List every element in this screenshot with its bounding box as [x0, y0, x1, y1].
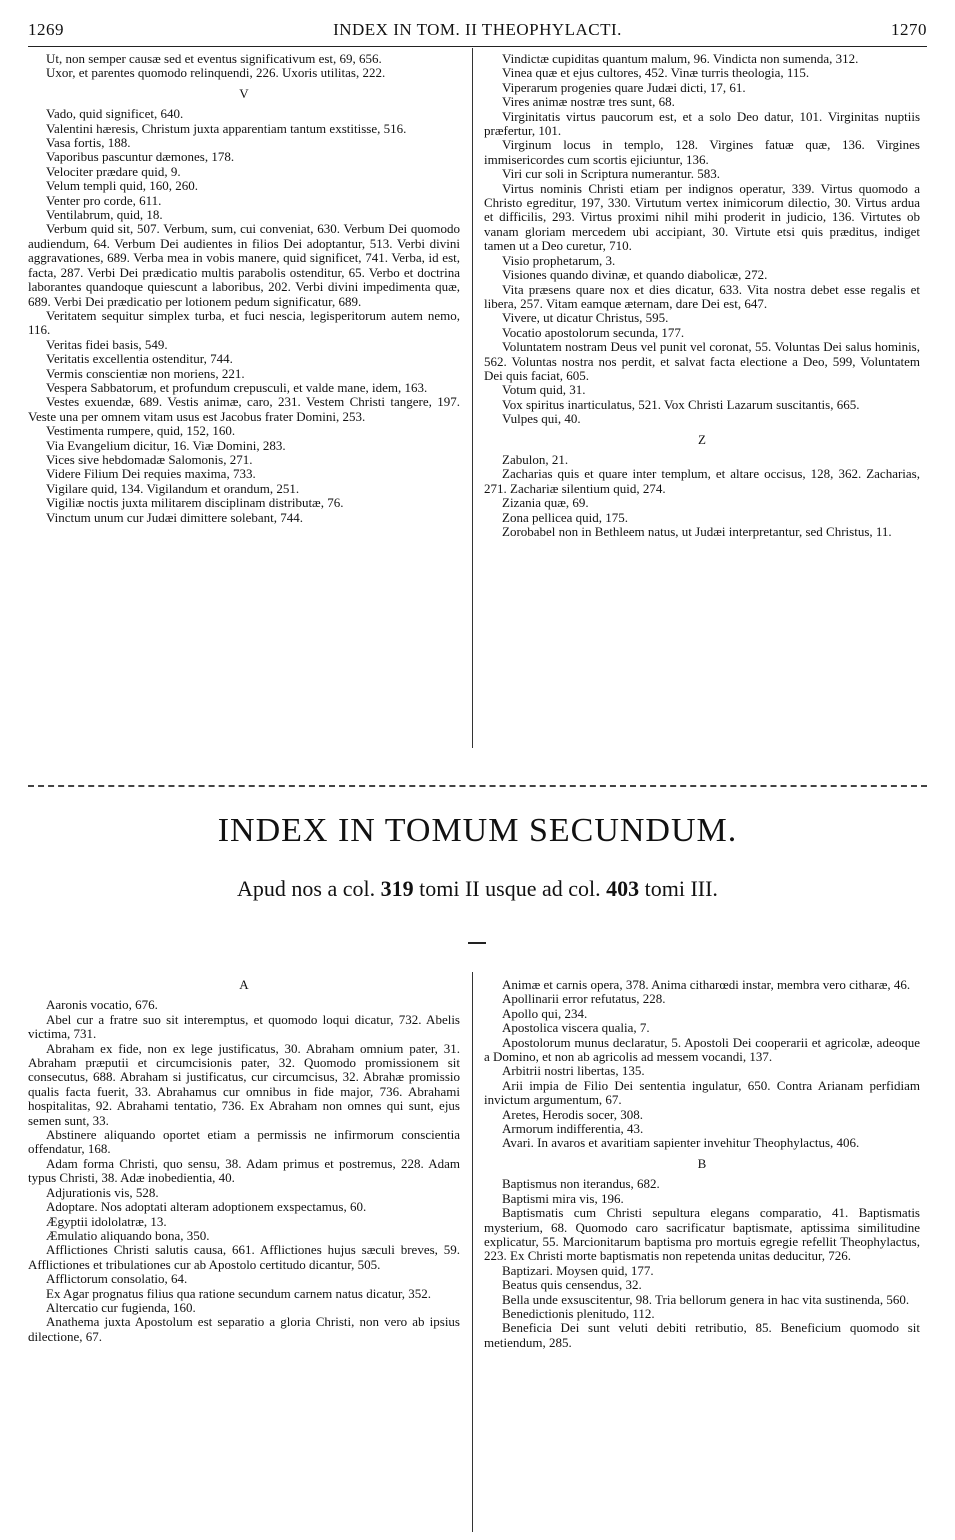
index-entry: Valentini hæresis, Christum juxta apparentiam tantum exstitisse, 516.: [46, 120, 407, 136]
index-entry: Vinctum unum cur Judæi dimittere solebant, 744.: [46, 509, 304, 525]
index-entry: Velum templi quid, 160, 260.: [46, 178, 199, 194]
index-entry: Voluntatem nostram Deus vel punit vel coronat, 55. Voluntas Dei salus hominis, 562. Voluntas nostra nos perdit, et salvat facta electione a Deo, 599, Voluntatem Dei quis faciat, 605.: [484, 339, 920, 383]
section-letter-b: B: [697, 1155, 707, 1171]
column-divider-top: [472, 48, 473, 748]
index-entry: Vulpes qui, 40.: [502, 411, 581, 427]
index-entry: Adjurationis vis, 528.: [46, 1184, 159, 1200]
header-rule: [28, 46, 927, 47]
index-subtitle: [0, 876, 955, 902]
index-entry: Venter pro corde, 611.: [46, 192, 162, 208]
index-column-top-right: [484, 52, 920, 539]
running-title: INDEX IN TOM. II THEOPHYLACTI.: [333, 20, 622, 39]
index-entry: Adam forma Christi, quo sensu, 38. Adam primus et postremus, 228. Adam typus Christi, 38. Adæ inobedientia, 40.: [28, 1155, 460, 1186]
subtitle-col-end: 403: [606, 876, 640, 901]
index-entry: Beneficia Dei sunt veluti debiti retributio, 85. Beneficium quomodo sit metiendum, 285.: [484, 1320, 920, 1350]
index-entry: Zona pellicea quid, 175.: [502, 509, 628, 525]
index-entry: Aaronis vocatio, 676.: [46, 997, 158, 1013]
index-entry: Via Evangelium dicitur, 16. Viæ Domini, 283.: [46, 437, 286, 453]
page-number-left: 1269: [28, 20, 64, 39]
index-column-top-left: [28, 52, 460, 525]
section-letter-z: Z: [698, 431, 706, 447]
index-entry: Virginum locus in templo, 128. Virgines fatuæ quæ, 136. Virgines immisericordes cum scortis ejiciuntur, 136.: [484, 137, 920, 167]
subtitle-text: tomi II usque ad col.: [419, 876, 601, 901]
index-entry: Veritas fidei basis, 549.: [46, 336, 168, 352]
index-entry: Arii impia de Filio Dei sententia ingulatur, 650. Contra Arianam perfidiam invictum argumentum, 67.: [484, 1077, 920, 1108]
index-entry: Afflictorum consolatio, 64.: [46, 1271, 188, 1287]
index-entry: Apostolorum munus declaratur, 5. Apostoli Dei cooperarii et agricolæ, adeoque a Domino, et non ab agricolis ad messem vocandi, 137.: [484, 1034, 920, 1065]
column-divider-bottom: [472, 972, 473, 1532]
index-entry: Vestes exuendæ, 689. Vestis animæ, caro, 231. Vestem Christi tangere, 197. Veste una per omnem vitam usus est Jacobus frater Domini, 253.: [28, 394, 460, 424]
index-entry: Beatus quis censendus, 32.: [502, 1277, 642, 1293]
index-entry: Visiones quando divinæ, et quando diabolicæ, 272.: [502, 267, 768, 283]
index-entry: Vestimenta rumpere, quid, 152, 160.: [46, 423, 236, 439]
index-entry: Afflictiones Christi salutis causa, 661. Afflictiones hujus sæculi breves, 59. Afflictiones et tribulationes cur ab Apostolo certitudo dicantur, 505.: [28, 1242, 460, 1272]
index-entry: Abraham ex fide, non ex lege justificatus, 30. Abraham omnium pater, 31. Abraham præputii et circumcisionis pater, 32. Quomodo promissionem sit consecutus, 688. Abraham si justificatus, cur circumcisus, 32. Abrahæ promissio qualis facta fuerit, 33. Abrahamus cur omnibus in fide major, 736. Abrahami hospitalitas, 92. Abrahami tentatio, 736. Ex Abraham non omnes qui sunt, ejus semen sunt, 33.: [28, 1040, 460, 1128]
index-entry: Viri cur soli in Scriptura numerantur. 583.: [502, 166, 721, 182]
index-entry: Vox spiritus inarticulatus, 521. Vox Christi Lazarum suscitantis, 665.: [502, 396, 860, 412]
index-entry: Votum quid, 31.: [502, 382, 586, 398]
index-entry: Zizania quæ, 69.: [502, 495, 589, 511]
index-entry: Viperarum progenies quare Judæi dicti, 17, 61.: [502, 79, 746, 95]
subtitle-col-start: 319: [380, 876, 414, 901]
index-entry: Apostolica viscera qualia, 7.: [502, 1020, 650, 1036]
index-entry: Armorum indifferentia, 43.: [502, 1121, 644, 1137]
index-entry: Verbum quid sit, 507. Verbum, sum, cui conveniat, 630. Verbum Dei quomodo audiendum, 64. Verbum Dei audientes in filios Dei adoptantur, 513. Verbi divini aggravationes, 689. Verba mea in vobis manere, quid significet, 741. Verba, id est, facta, 287. Verbi Dei prædicatio multis parabolis ostenditur, 65. Verbo et doctrina laborantes quandoque quiescunt a laboribus, 202. Verbi divini impedimenta quæ, 689. Verbi Dei prædicatio per lotionem pedum significatur, 689.: [28, 221, 460, 309]
running-header: [28, 20, 927, 46]
index-column-bottom-right: [484, 978, 920, 1350]
index-entry: Bella unde exsuscitentur, 98. Tria bellorum genera in hac vita sustinenda, 560.: [502, 1291, 910, 1307]
index-entry: Baptismatis cum Christi sepultura elegans comparatio, 41. Baptismatis mysterium, 68. Quomodo caro sacrificatur baptismate, aptissima similitudine explicatur, 55. Marcionitarum baptisma pro mortuis egregie refellit Theophylactus, 223. Ex Christi morte baptismatis non repetenda unitas deducitur, 726.: [484, 1205, 920, 1264]
index-entry: Vocatio apostolorum secunda, 177.: [502, 324, 685, 340]
index-entry: Zorobabel non in Bethleem natus, ut Judæi interpretantur, sed Christus, 11.: [502, 524, 892, 539]
index-title: INDEX IN TOMUM SECUNDUM.: [217, 812, 738, 849]
section-separator: [28, 785, 927, 787]
index-entry: Abstinere aliquando oportet etiam a permissis ne infirmorum conscientia offendatur, 168.: [28, 1127, 460, 1157]
index-entry: Altercatio cur fugienda, 160.: [46, 1299, 196, 1315]
index-entry: Vigiliæ noctis juxta militarem disciplinam distributæ, 76.: [46, 495, 344, 511]
index-entry: Baptizari. Moysen quid, 177.: [502, 1262, 654, 1278]
index-entry: Virginitatis virtus paucorum est, et a solo Deo datur, 101. Virginitas nuptiis præfertur, 101.: [484, 108, 920, 139]
index-entry: Vermis conscientiæ non moriens, 221.: [46, 365, 245, 381]
index-entry: Baptismus non iterandus, 682.: [502, 1176, 660, 1192]
index-entry: Animæ et carnis opera, 378. Anima citharœdi instar, membra vero citharæ, 46.: [502, 977, 911, 992]
index-entry: Vado, quid significet, 640.: [46, 106, 184, 122]
index-entry: Anathema juxta Apostolum est separatio a gloria Christi, non vero ab ipsius dilectione, 67.: [28, 1314, 460, 1344]
index-entry: Ex Agar prognatus filius qua ratione secundum carnem natus dicatur, 352.: [46, 1285, 432, 1301]
index-entry: Ægyptii idololatræ, 13.: [46, 1213, 167, 1229]
index-entry: Vespera Sabbatorum, et profundum crepusculi, et valde mane, idem, 163.: [46, 379, 428, 395]
index-entry: Vires animæ nostræ tres sunt, 68.: [502, 94, 675, 110]
index-entry: Ventilabrum, quid, 18.: [46, 207, 163, 223]
index-entry: Vindictæ cupiditas quantum malum, 96. Vindicta non sumenda, 312.: [502, 51, 859, 66]
index-entry: Vaporibus pascuntur dæmones, 178.: [46, 149, 235, 165]
title-dash: [468, 942, 486, 944]
index-entry: Veritatis excellentia ostenditur, 744.: [46, 351, 233, 367]
index-entry: Apollo qui, 234.: [502, 1005, 588, 1021]
index-entry: Vasa fortis, 188.: [46, 135, 131, 151]
index-entry: Baptismi mira vis, 196.: [502, 1190, 624, 1206]
index-entry: Zabulon, 21.: [502, 451, 569, 467]
index-entry: Abel cur a fratre suo sit interemptus, et quomodo loqui dicatur, 732. Abelis victima, 731.: [28, 1011, 460, 1042]
index-entry: Videre Filium Dei requies maxima, 733.: [46, 466, 256, 482]
index-entry: Vigilare quid, 134. Vigilandum et orandum, 251.: [46, 480, 300, 496]
index-entry: Arbitrii nostri libertas, 135.: [502, 1063, 645, 1079]
subtitle-text: tomi III.: [644, 876, 718, 901]
index-entry: Virtus nominis Christi etiam per indignos operatur, 339. Virtus quomodo a Christo egreditur, 197, 330. Virtutum vertex inimicorum dilectio, 30. Virtus ardua et difficilis, 293. Virtus proximi nihil mihi proderit in judicio, 136. Virtutes ob vanam gloriam mercedem ubi accipiant, 30. Virtute etsi quis præditus, indiget tamen ut a Deo curetur, 710.: [484, 180, 920, 254]
index-entry: Vita præsens quare nox et dies dicatur, 633. Vita nostra debet esse regalis et libera, 257. Vitam eamque æternam, dare Dei est, 647.: [484, 281, 920, 311]
subtitle-text: Apud nos a col.: [237, 876, 376, 901]
index-entry: Benedictionis plenitudo, 112.: [502, 1305, 655, 1321]
index-entry: Adoptare. Nos adoptati alteram adoptionem exspectamus, 60.: [46, 1199, 367, 1215]
page-number-right: 1270: [891, 20, 927, 39]
index-entry: Vices sive hebdomadæ Salomonis, 271.: [46, 451, 253, 467]
index-entry: Uxor, et parentes quomodo relinquendi, 226. Uxoris utilitas, 222.: [46, 65, 386, 81]
section-letter-v: V: [239, 85, 249, 101]
index-entry: Ut, non semper causæ sed et eventus significativum est, 69, 656.: [46, 51, 382, 66]
index-entry: Zacharias quis et quare inter templum, et altare occisus, 128, 362. Zacharias, 271. Zachariæ silentium quid, 274.: [484, 466, 920, 496]
index-entry: Velociter prædare quid, 9.: [46, 163, 181, 179]
index-entry: Veritatem sequitur simplex turba, et fuci nescia, legisperitorum autem nemo, 116.: [28, 307, 460, 338]
index-entry: Apollinarii error refutatus, 228.: [502, 991, 666, 1007]
index-entry: Aretes, Herodis socer, 308.: [502, 1106, 643, 1122]
index-entry: Æmulatio aliquando bona, 350.: [46, 1227, 210, 1243]
section-letter-a: A: [239, 977, 249, 992]
index-column-bottom-left: [28, 978, 460, 1344]
index-entry: Vivere, ut dicatur Christus, 595.: [502, 310, 669, 326]
index-entry: Visio prophetarum, 3.: [502, 252, 616, 268]
index-entry: Avari. In avaros et avaritiam sapienter invehitur Theophylactus, 406.: [502, 1135, 860, 1151]
index-entry: Vinea quæ et ejus cultores, 452. Vinæ turris theologia, 115.: [502, 65, 810, 81]
